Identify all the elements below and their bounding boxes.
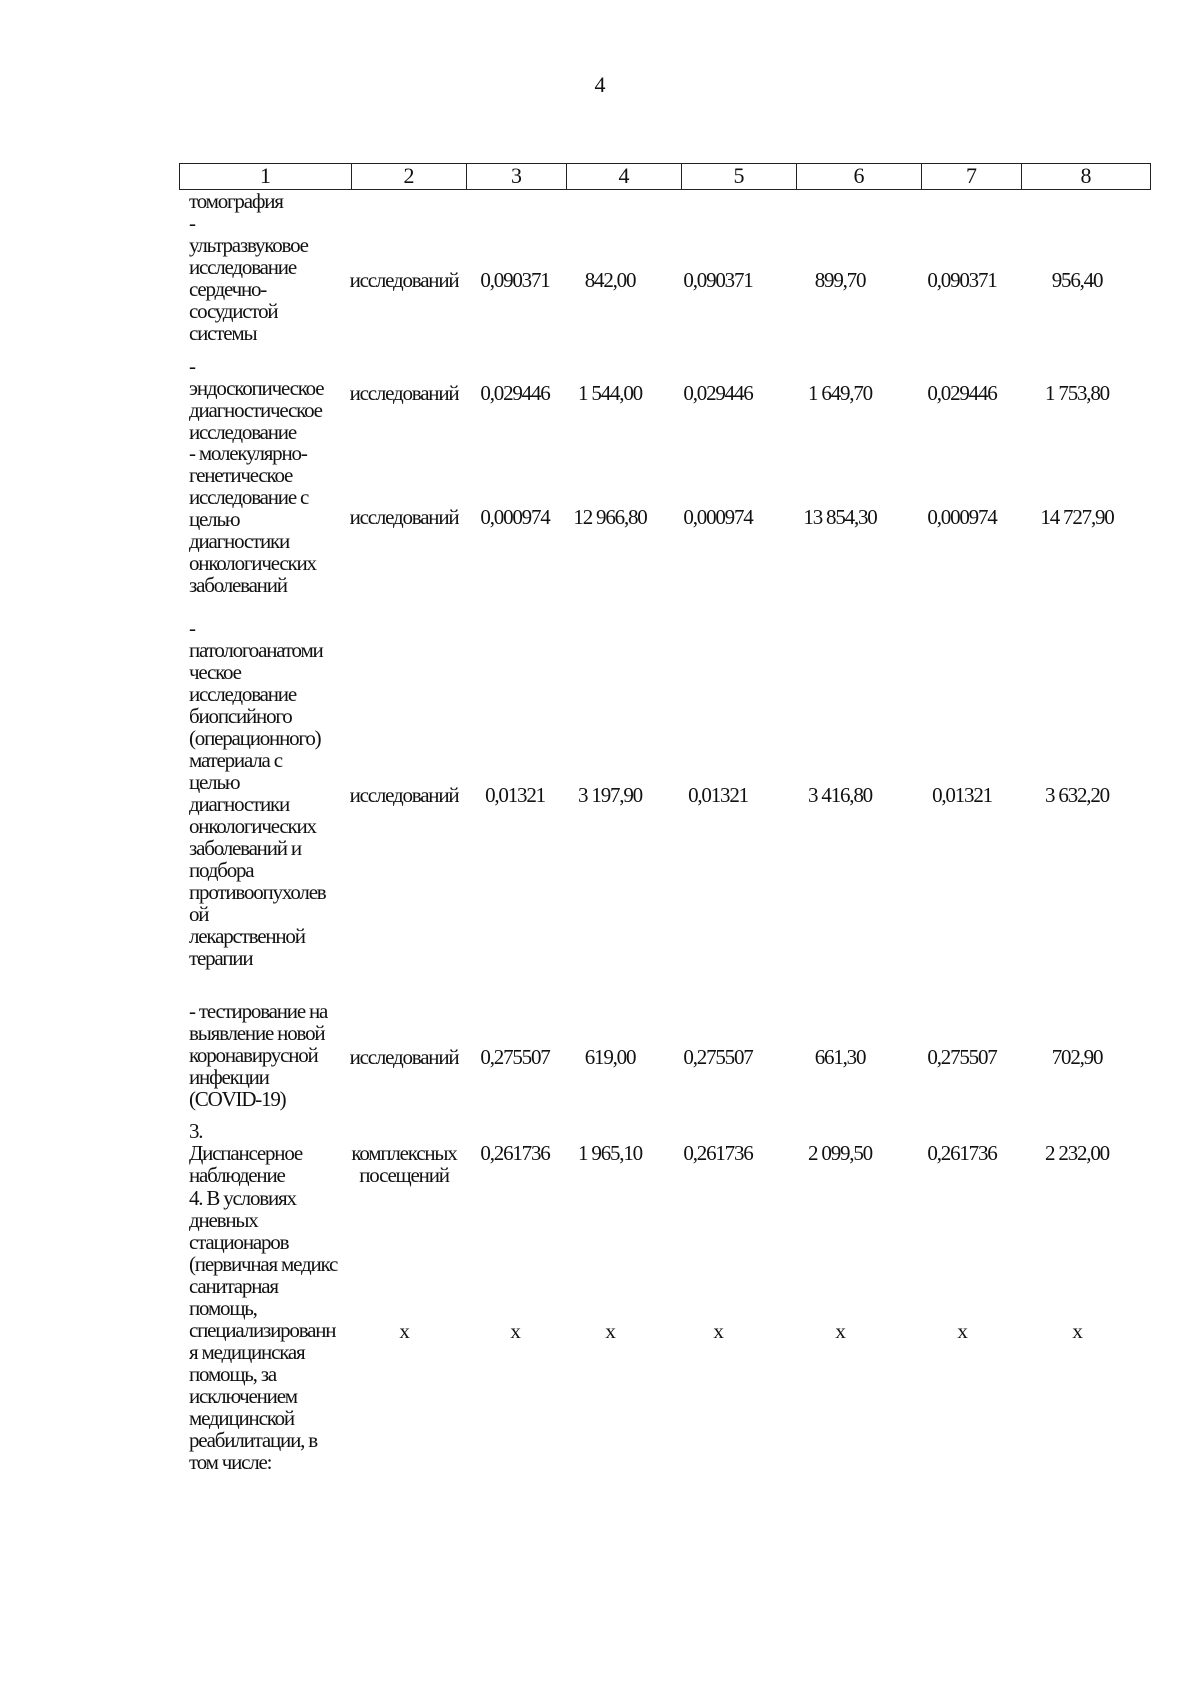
cell-col7: 0,261736 — [927, 1141, 997, 1165]
cell-col8: 1 753,80 — [1045, 381, 1109, 405]
column-header: 1 — [180, 164, 352, 189]
cell-col4: х — [605, 1319, 615, 1343]
cell-col6: 661,30 — [814, 1045, 866, 1069]
cell-col7: 0,275507 — [927, 1045, 997, 1069]
column-header: 5 — [682, 164, 797, 189]
row-name: - эндоскопическое диагностическое исследование — [189, 354, 324, 444]
table-header-row — [179, 163, 1151, 190]
cell-col5: х — [713, 1319, 723, 1343]
cell-col4: 619,00 — [584, 1045, 636, 1069]
cell-col8: 14 727,90 — [1040, 505, 1114, 529]
cell-col7: х — [957, 1319, 967, 1343]
cell-col3: х — [510, 1319, 520, 1343]
row-unit: исследований — [349, 505, 459, 529]
cell-col8: 3 632,20 — [1045, 783, 1109, 807]
page-number: 4 — [594, 72, 606, 97]
cell-col3: 0,01321 — [485, 783, 545, 807]
cell-col5: 0,029446 — [683, 381, 753, 405]
cell-col5: 0,261736 — [683, 1141, 753, 1165]
row-name: - тестирование на выявление новой коронавирусной инфекции (COVID-19) — [189, 999, 328, 1111]
row-unit: исследований — [349, 783, 459, 807]
cell-col6: 3 416,80 — [808, 783, 872, 807]
row-unit: исследований — [349, 1045, 459, 1069]
column-header: 4 — [567, 164, 682, 189]
cell-col6: 2 099,50 — [808, 1141, 872, 1165]
cell-col4: 842,00 — [584, 268, 636, 292]
row-name: - патологоанатоми ческое исследование биопсийного (операционного) материала с целью диагностики онкологических заболеваний и подбора противоопухолев ой лекарственной терапии — [189, 616, 326, 970]
column-header: 3 — [467, 164, 567, 189]
cell-col6: 899,70 — [814, 268, 866, 292]
cell-col6: 13 854,30 — [803, 505, 877, 529]
row-unit: исследований — [349, 381, 459, 405]
row-name: 4. В условиях дневных стационаров (первичная медикс санитарная помощь, специализированн я медицинская помощь, за исключением медицинской реабилитации, в том числе: — [189, 1187, 338, 1473]
cell-col5: 0,000974 — [683, 505, 753, 529]
cell-col5: 0,090371 — [683, 268, 753, 292]
row-name: 3. Диспансерное наблюдение — [189, 1119, 302, 1187]
cell-col8: 2 232,00 — [1045, 1141, 1109, 1165]
row-name: - ультразвуковое исследование сердечно- сосудистой системы — [189, 211, 308, 345]
row-name: - молекулярно- генетическое исследование с целью диагностики онкологических заболеваний — [189, 441, 316, 597]
cell-col8: 702,90 — [1051, 1045, 1103, 1069]
cell-col6: х — [835, 1319, 845, 1343]
cell-col4: 12 966,80 — [573, 505, 647, 529]
cell-col7: 0,029446 — [927, 381, 997, 405]
column-header: 8 — [1080, 163, 1092, 188]
cell-col6: 1 649,70 — [808, 381, 872, 405]
cell-col8: 956,40 — [1051, 268, 1103, 292]
row-name: томография — [189, 189, 283, 213]
row-unit: х — [399, 1319, 409, 1343]
row-unit: комплексных посещений — [351, 1141, 457, 1187]
cell-col3: 0,029446 — [480, 381, 550, 405]
cell-col8: х — [1072, 1319, 1082, 1343]
column-header: 6 — [797, 164, 922, 189]
column-header: 2 — [352, 164, 467, 189]
cell-col3: 0,275507 — [480, 1045, 550, 1069]
cell-col7: 0,000974 — [927, 505, 997, 529]
cell-col4: 3 197,90 — [578, 783, 642, 807]
cell-col3: 0,261736 — [480, 1141, 550, 1165]
cell-col4: 1 965,10 — [578, 1141, 642, 1165]
cell-col4: 1 544,00 — [578, 381, 642, 405]
cell-col3: 0,090371 — [480, 268, 550, 292]
cell-col7: 0,090371 — [927, 268, 997, 292]
column-header: 7 — [922, 164, 1022, 189]
cell-col5: 0,01321 — [688, 783, 748, 807]
cell-col5: 0,275507 — [683, 1045, 753, 1069]
cell-col3: 0,000974 — [480, 505, 550, 529]
cell-col7: 0,01321 — [932, 783, 992, 807]
row-unit: исследований — [349, 268, 459, 292]
